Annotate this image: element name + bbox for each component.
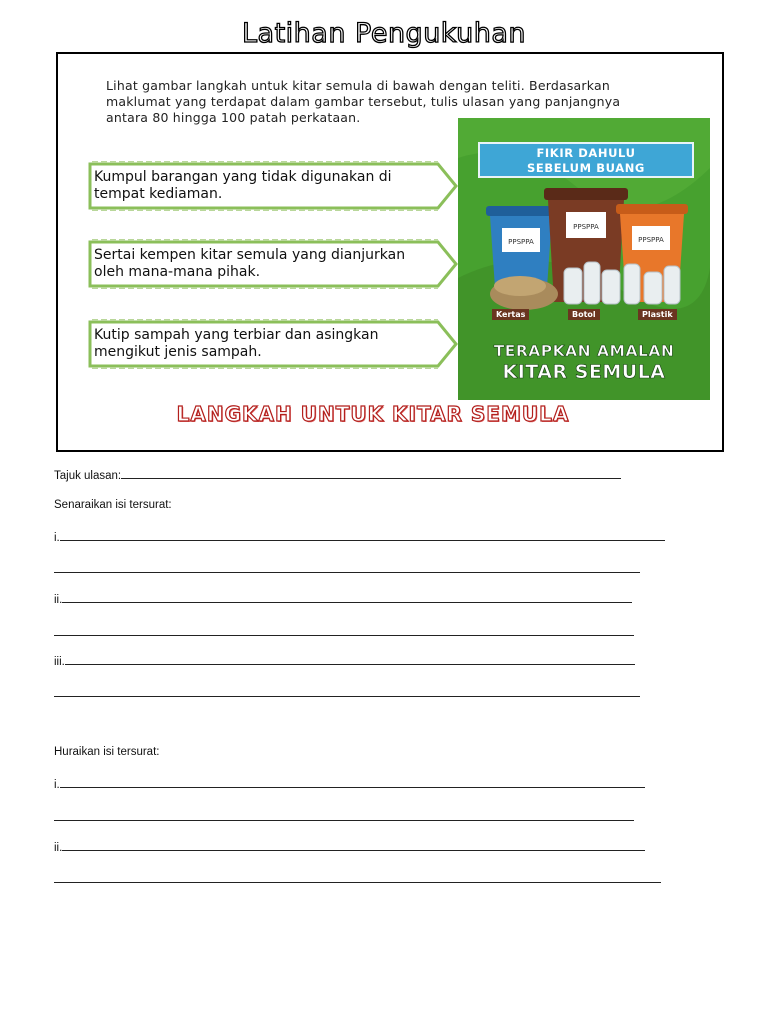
item-number-ii: ii. [54, 842, 63, 854]
panel-caption: LANGKAH UNTUK KITAR SEMULA [176, 402, 570, 426]
answer-line[interactable] [54, 820, 634, 821]
senaraikan-heading: Senaraikan isi tersurat: [54, 499, 172, 511]
bin-brand-text-2: PPSPPA [573, 223, 599, 231]
answer-line[interactable] [62, 839, 645, 851]
slogan-line-1: TERAPKAN AMALAN [493, 342, 675, 360]
step-box-3 [88, 318, 458, 370]
step-text-1: Kumpul barangan yang tidak digunakan di tempat kediaman. [94, 169, 392, 202]
bin-brand-text-3: PPSPPA [638, 236, 664, 244]
answer-line[interactable] [60, 529, 665, 541]
senaraikan-item-iii [54, 653, 635, 668]
item-number-iii: iii. [54, 656, 65, 668]
huraikan-item-ii [54, 839, 645, 854]
poster-banner [478, 142, 694, 178]
answer-line[interactable] [54, 635, 634, 636]
answer-line[interactable] [54, 882, 661, 883]
answer-line[interactable] [60, 776, 645, 788]
bin-label-kertas: Kertas [492, 309, 529, 320]
tajuk-question [54, 467, 621, 482]
answer-line[interactable] [62, 591, 632, 603]
answer-line[interactable] [54, 696, 640, 697]
answer-line[interactable] [54, 572, 640, 573]
huraikan-item-i [54, 776, 645, 791]
senaraikan-item-ii [54, 591, 632, 606]
step-text-3: Kutip sampah yang terbiar dan asingkan mengikut jenis sampah. [94, 327, 379, 360]
item-number-i: i. [54, 532, 60, 544]
tajuk-label: Tajuk ulasan: [54, 470, 122, 482]
slogan-line-2: KITAR SEMULA [502, 361, 666, 383]
banner-line-2: SEBELUM BUANG [527, 161, 645, 175]
page-title: Latihan Pengukuhan [241, 18, 526, 49]
step-box-1 [88, 160, 458, 212]
bin-label-plastik: Plastik [638, 309, 677, 320]
step-text-2: Sertai kempen kitar semula yang dianjurkan oleh mana-mana pihak. [94, 247, 406, 280]
recycling-poster [458, 118, 710, 400]
senaraikan-item-i [54, 529, 665, 544]
poster-slogan [458, 342, 710, 383]
illustration-panel [56, 52, 724, 452]
answer-line[interactable] [65, 653, 635, 665]
step-box-2 [88, 238, 458, 290]
banner-line-1: FIKIR DAHULU [536, 146, 636, 160]
tajuk-answer-line[interactable] [121, 467, 621, 479]
item-number-ii: ii. [54, 594, 63, 606]
item-number-i: i. [54, 779, 60, 791]
bin-label-botol: Botol [568, 309, 600, 320]
huraikan-heading: Huraikan isi tersurat: [54, 746, 160, 758]
instruction-text: Lihat gambar langkah untuk kitar semula di bawah dengan teliti. Berdasarkan maklumat yang terdapat dalam gambar tersebut, tulis ulasan yang panjangnya antara 80 hingga 100 patah perkataan. [106, 78, 621, 125]
bin-brand-text-1: PPSPPA [508, 238, 534, 246]
